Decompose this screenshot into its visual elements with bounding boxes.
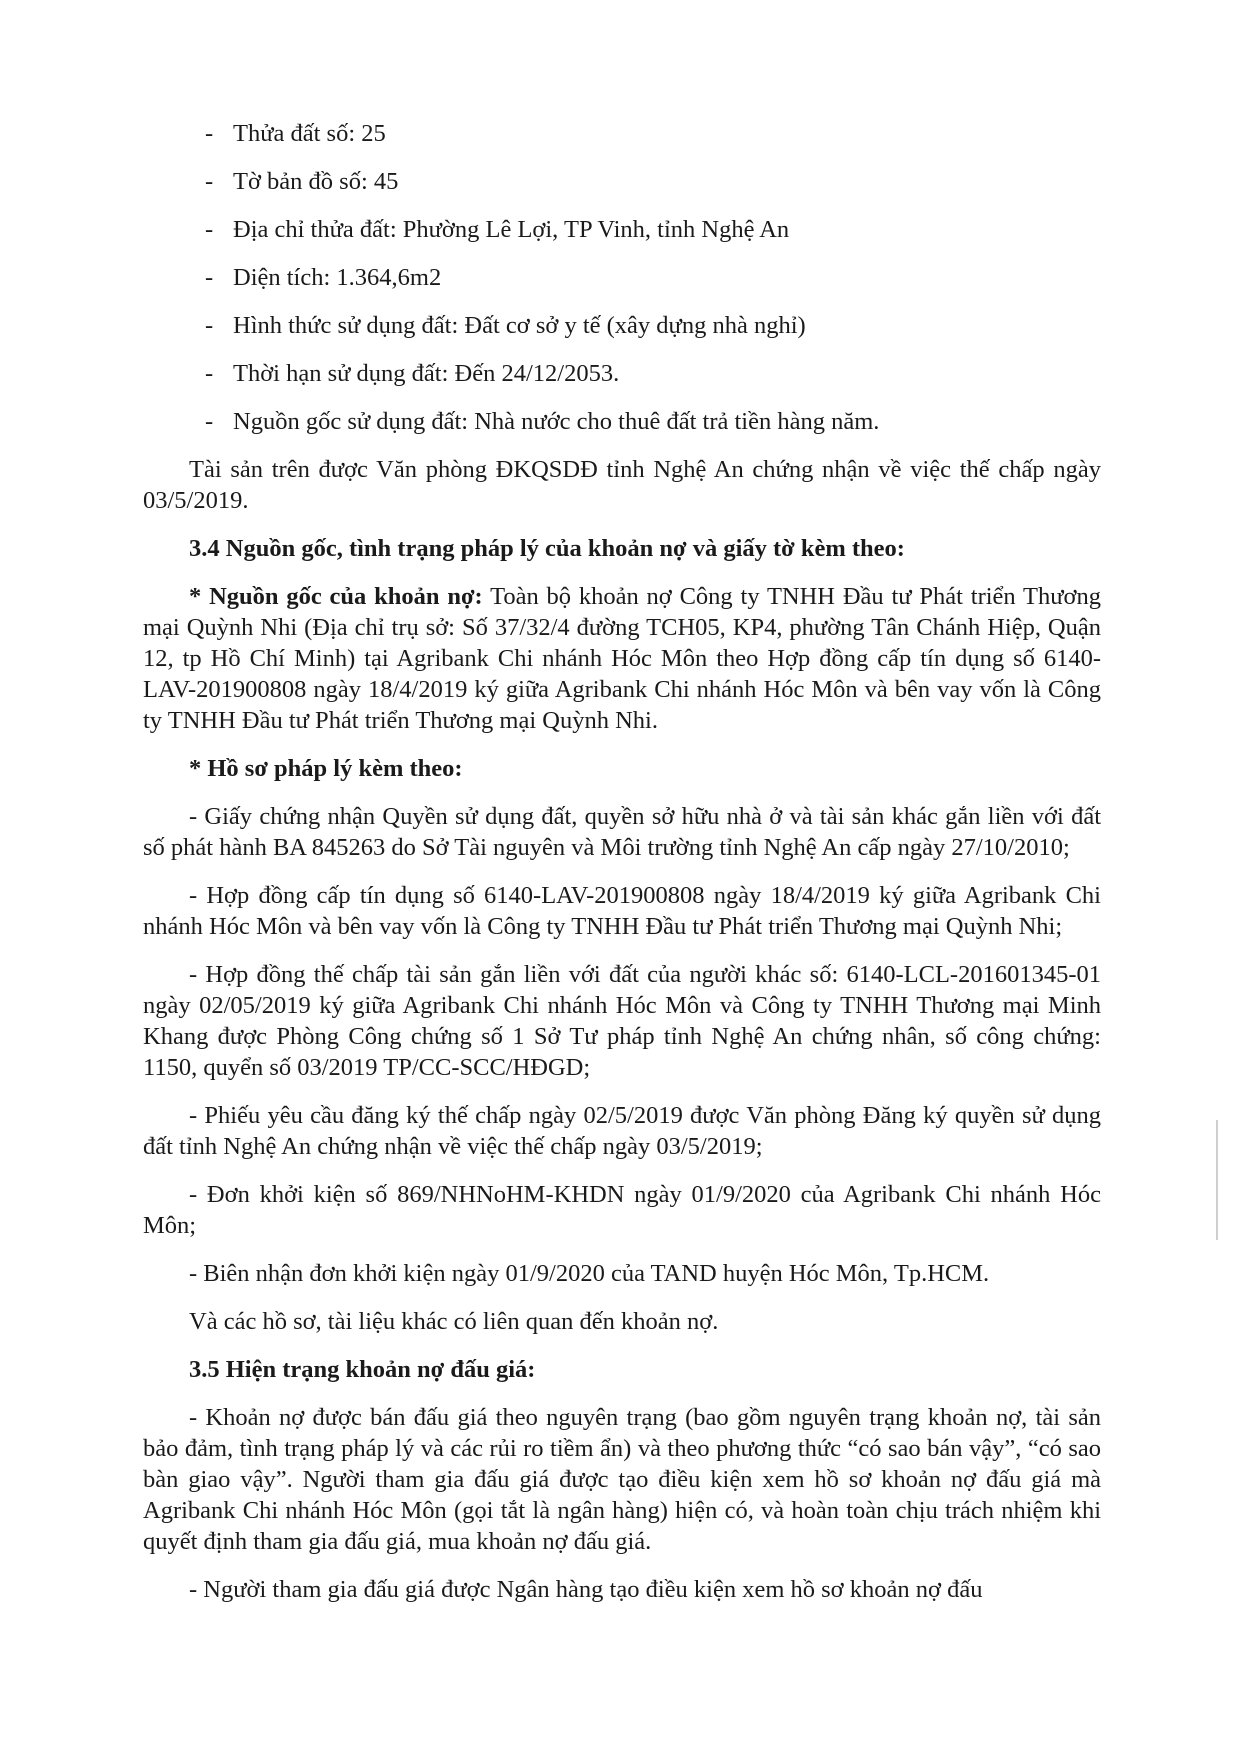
section-3-4-heading: 3.4 Nguồn gốc, tình trạng pháp lý của khoản nợ và giấy tờ kèm theo: (189, 535, 905, 562)
section-3-5-paragraph: - Người tham gia đấu giá được Ngân hàng tạo điều kiện xem hồ sơ khoản nợ đấu (189, 1576, 983, 1603)
legal-doc-item: - Đơn khởi kiện số 869/NHNoHM-KHDN ngày 01/9/2020 của Agribank Chi nhánh Hóc Môn; (143, 1181, 1101, 1239)
debt-origin-text: Toàn bộ khoản nợ Công ty TNHH Đầu tư Phát triển Thương mại Quỳnh Nhi (Địa chỉ trụ sở: Số 37/32/4 đường TCH05, KP4, phường Tân Chánh Hiệp, Quận 12, tp Hồ Chí Minh) tại Agribank Chi nhánh Hóc Môn theo Hợp đồng cấp tín dụng số 6140-LAV-201900808 ngày 18/4/2019 ký giữa Agribank Chi nhánh Hóc Môn và bên vay vốn là Công ty TNHH Đầu tư Phát triển Thương mại Quỳnh Nhi. (143, 583, 1101, 734)
bullet-item: - Diện tích: 1.364,6m2 (205, 264, 442, 291)
bullet-item: - Tờ bản đồ số: 45 (205, 168, 399, 195)
section-3-5-heading: 3.5 Hiện trạng khoản nợ đấu giá: (189, 1356, 536, 1383)
bullet-item: - Nguồn gốc sử dụng đất: Nhà nước cho thuê đất trả tiền hàng năm. (205, 408, 880, 435)
bullet-item: - Hình thức sử dụng đất: Đất cơ sở y tế (xây dựng nhà nghỉ) (205, 312, 806, 339)
certification-paragraph: Tài sản trên được Văn phòng ĐKQSDĐ tỉnh Nghệ An chứng nhận về việc thế chấp ngày 03/5/2019. (143, 456, 1101, 514)
debt-origin-paragraph (143, 581, 1101, 736)
legal-doc-item: - Giấy chứng nhận Quyền sử dụng đất, quyền sở hữu nhà ở và tài sản khác gắn liền với đất số phát hành BA 845263 do Sở Tài nguyên và Môi trường tỉnh Nghệ An cấp ngày 27/10/2010; (143, 803, 1101, 861)
bullet-item: - Địa chỉ thửa đất: Phường Lê Lợi, TP Vinh, tỉnh Nghệ An (205, 216, 790, 243)
bullet-item: - Thời hạn sử dụng đất: Đến 24/12/2053. (205, 360, 620, 387)
legal-docs-heading: * Hồ sơ pháp lý kèm theo: (189, 755, 463, 782)
legal-doc-item: - Hợp đồng cấp tín dụng số 6140-LAV-201900808 ngày 18/4/2019 ký giữa Agribank Chi nhánh Hóc Môn và bên vay vốn là Công ty TNHH Đầu tư Phát triển Thương mại Quỳnh Nhi; (143, 882, 1101, 940)
legal-doc-item: Và các hồ sơ, tài liệu khác có liên quan đến khoản nợ. (189, 1308, 719, 1335)
section-3-5-paragraph: - Khoản nợ được bán đấu giá theo nguyên trạng (bao gồm nguyên trạng khoản nợ, tài sản bảo đảm, tình trạng pháp lý và các rủi ro tiềm ẩn) và theo phương thức “có sao bán vậy”, “có sao bàn giao vậy”. Người tham gia đấu giá được tạo điều kiện xem hồ sơ khoản nợ đấu giá mà Agribank Chi nhánh Hóc Môn (gọi tắt là ngân hàng) hiện có, và hoàn toàn chịu trách nhiệm khi quyết định tham gia đấu giá, mua khoản nợ đấu giá. (143, 1404, 1101, 1555)
scan-edge-mark (1216, 1120, 1218, 1240)
legal-doc-item: - Hợp đồng thế chấp tài sản gắn liền với đất của người khác số: 6140-LCL-201601345-01 ngày 02/05/2019 ký giữa Agribank Chi nhánh Hóc Môn và Công ty TNHH Thương mại Minh Khang được Phòng Công chứng số 1 Sở Tư pháp tỉnh Nghệ An chứng nhân, số công chứng: 1150, quyển số 03/2019 TP/CC-SCC/HĐGD; (143, 961, 1101, 1081)
legal-doc-item: - Phiếu yêu cầu đăng ký thế chấp ngày 02/5/2019 được Văn phòng Đăng ký quyền sử dụng đất tỉnh Nghệ An chứng nhận về việc thế chấp ngày 03/5/2019; (143, 1102, 1101, 1160)
document-body (143, 118, 1101, 1622)
legal-doc-item: - Biên nhận đơn khởi kiện ngày 01/9/2020 của TAND huyện Hóc Môn, Tp.HCM. (189, 1260, 990, 1287)
bullet-item: - Thửa đất số: 25 (205, 120, 386, 147)
debt-origin-label: * Nguồn gốc của khoản nợ: (189, 583, 483, 610)
